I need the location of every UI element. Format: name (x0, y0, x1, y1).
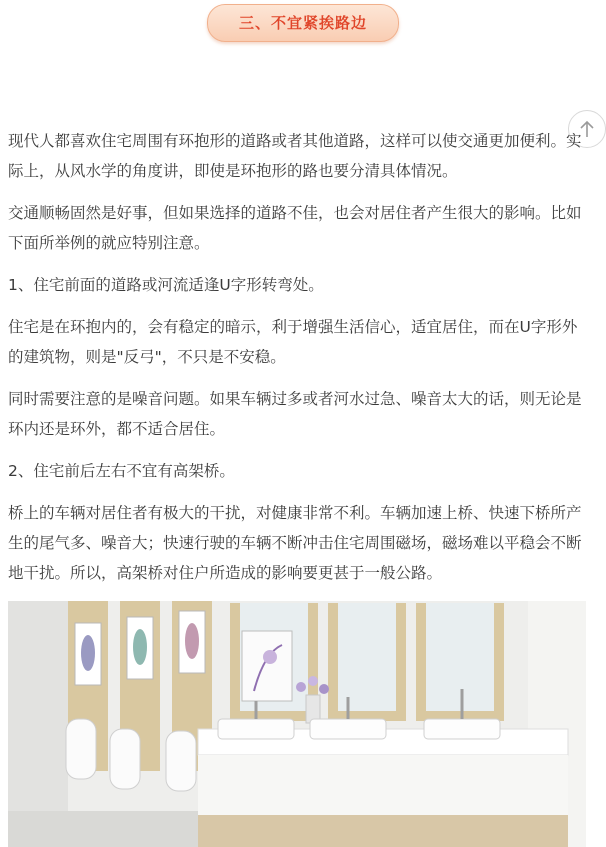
section-heading: 三、不宜紧挨路边 (207, 4, 399, 42)
paragraph: 住宅是在环抱内的，会有稳定的暗示，利于增强生活信心，适宜居住，而在U字形外的建筑物，则是"反弓"，不只是不安稳。 (8, 318, 578, 366)
article-body (8, 126, 586, 600)
paragraph: 交通顺畅固然是好事，但如果选择的道路不佳，也会对居住者产生很大的影响。比如下面所举例的就应特别注意。 (8, 204, 582, 252)
restroom-illustration (8, 601, 586, 847)
paragraph: 现代人都喜欢住宅周围有环抱形的道路或者其他道路，这样可以使交通更加便利。实际上，从风水学的角度讲，即使是环抱形的路也要分清具体情况。 (8, 132, 582, 180)
paragraph: 2、住宅前后左右不宜有高架桥。 (8, 462, 235, 480)
paragraph: 桥上的车辆对居住者有极大的干扰，对健康非常不利。车辆加速上桥、快速下桥所产生的尾气多、噪音大；快速行驶的车辆不断冲击住宅周围磁场，磁场难以平稳会不断地干扰。所以，高架桥对住户所造成的影响要更甚于一般公路。 (8, 504, 582, 582)
paragraph: 同时需要注意的是噪音问题。如果车辆过多或者河水过急、噪音太大的话，则无论是环内还是环外，都不适合居住。 (8, 390, 582, 438)
paragraph: 1、住宅前面的道路或河流适逢U字形转弯处。 (8, 276, 324, 294)
section-heading-wrap (0, 4, 606, 42)
restroom-photo (8, 601, 586, 847)
